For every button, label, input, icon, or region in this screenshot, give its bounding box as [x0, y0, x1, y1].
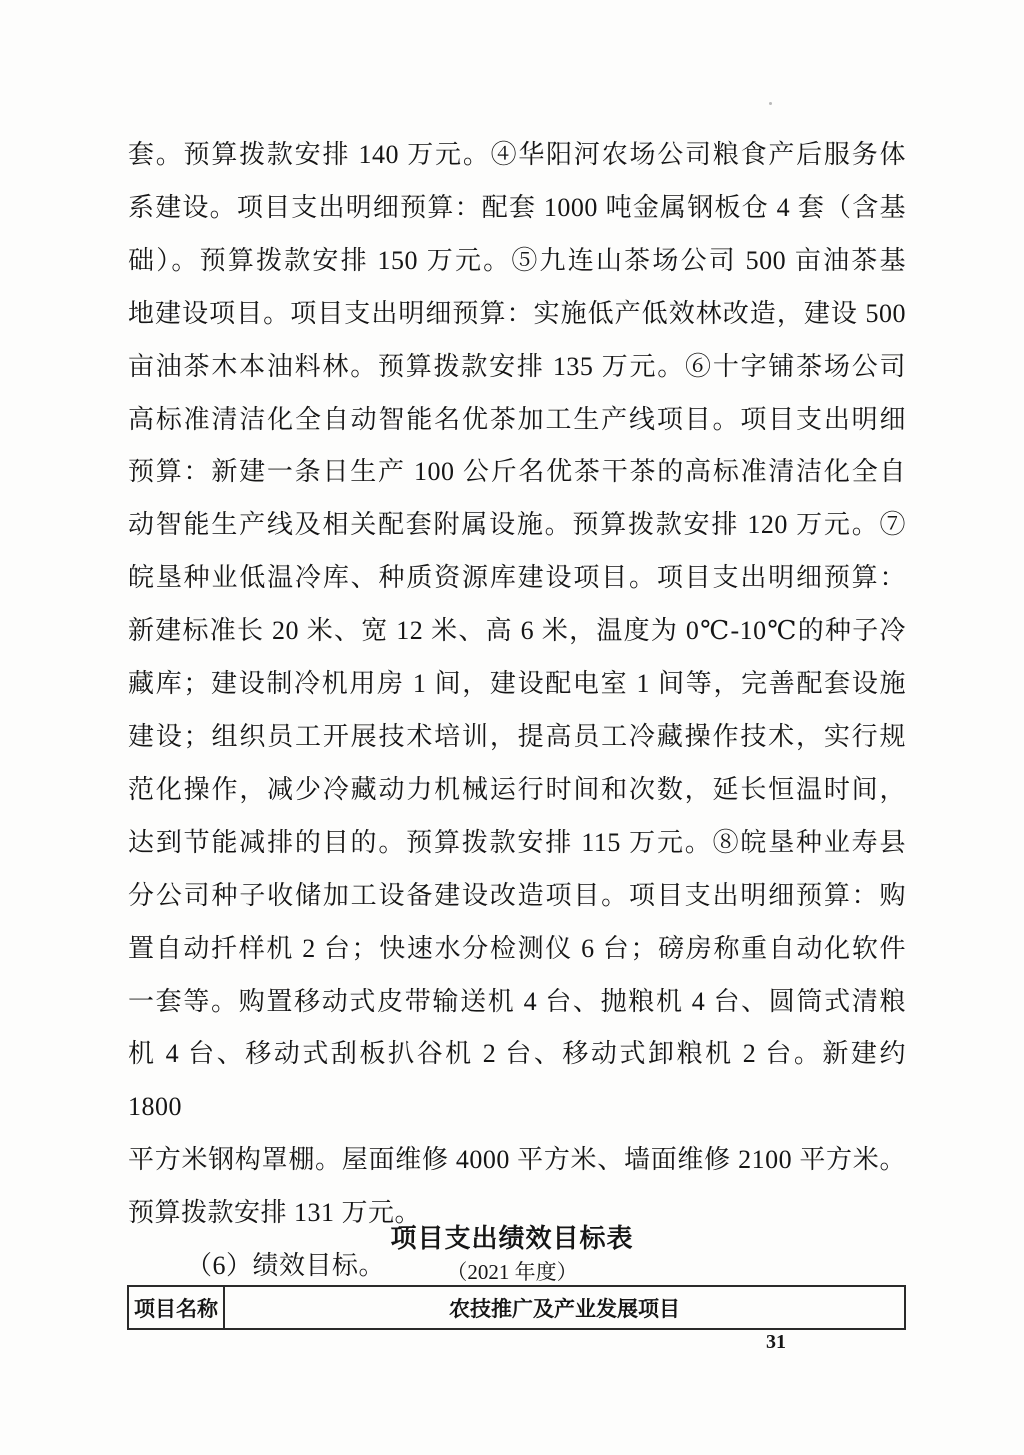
performance-table	[127, 1285, 906, 1330]
paragraph-line: 一套等。购置移动式皮带输送机 4 台、抛粮机 4 台、圆筒式清粮	[128, 986, 906, 1016]
paragraph-line: 预算：新建一条日生产 100 公斤名优茶干茶的高标准清洁化全自	[128, 457, 906, 487]
paragraph-line: 系建设。项目支出明细预算：配套 1000 吨金属钢板仓 4 套（含基	[128, 192, 906, 222]
paragraph	[128, 129, 906, 1187]
paragraph-line: 亩油茶木本油料林。预算拨款安排 135 万元。⑥十字铺茶场公司	[128, 351, 906, 381]
paragraph-line: 皖垦种业低温冷库、种质资源库建设项目。项目支出明细预算：	[128, 563, 906, 593]
paragraph-line: 机 4 台、移动式刮板扒谷机 2 台、移动式卸粮机 2 台。新建约 1800	[128, 1039, 906, 1122]
paragraph-line: 动智能生产线及相关配套附属设施。预算拨款安排 120 万元。⑦	[128, 510, 906, 540]
section-heading: （6）绩效目标。	[186, 1251, 386, 1281]
paragraph-line: 地建设项目。项目支出明细预算：实施低产低效林改造，建设 500	[128, 298, 906, 328]
paragraph-line: 平方米钢构罩棚。屋面维修 4000 平方米、墙面维修 2100 平方米。	[128, 1145, 906, 1175]
paragraph-line: 高标准清洁化全自动智能名优茶加工生产线项目。项目支出明细	[128, 404, 906, 434]
paragraph-line: 藏库；建设制冷机用房 1 间，建设配电室 1 间等，完善配套设施	[128, 669, 906, 699]
performance-table-subtitle: （2021 年度）	[446, 1260, 578, 1284]
paragraph-line: 套。预算拨款安排 140 万元。④华阳河农场公司粮食产后服务体	[128, 140, 906, 169]
paragraph-line: 置自动扦样机 2 台；快速水分检测仪 6 台；磅房称重自动化软件	[128, 933, 906, 963]
paragraph-line: 建设；组织员工开展技术培训，提高员工冷藏操作技术，实行规	[128, 721, 906, 751]
performance-table-title: 项目支出绩效目标表	[390, 1224, 634, 1253]
paragraph-line: 新建标准长 20 米、宽 12 米、高 6 米，温度为 0℃-10℃的种子冷	[128, 616, 906, 646]
row-label-project-name: 项目名称	[128, 1286, 224, 1329]
paragraph-line: 范化操作，减少冷藏动力机械运行时间和次数，延长恒温时间，	[128, 774, 906, 804]
paragraph-line: 达到节能减排的目的。预算拨款安排 115 万元。⑧皖垦种业寿县	[128, 827, 906, 857]
paragraph-last-line: 预算拨款安排 131 万元。	[128, 1198, 422, 1228]
page-number: 31	[766, 1331, 786, 1353]
paragraph-line: 分公司种子收储加工设备建设改造项目。项目支出明细预算：购	[128, 880, 906, 910]
body-text	[128, 129, 906, 1293]
table-row	[128, 1286, 905, 1329]
scan-speck	[769, 102, 772, 105]
paragraph-line: 础）。预算拨款安排 150 万元。⑤九连山茶场公司 500 亩油茶基	[128, 245, 906, 275]
row-value-project-name: 农技推广及产业发展项目	[224, 1286, 905, 1329]
